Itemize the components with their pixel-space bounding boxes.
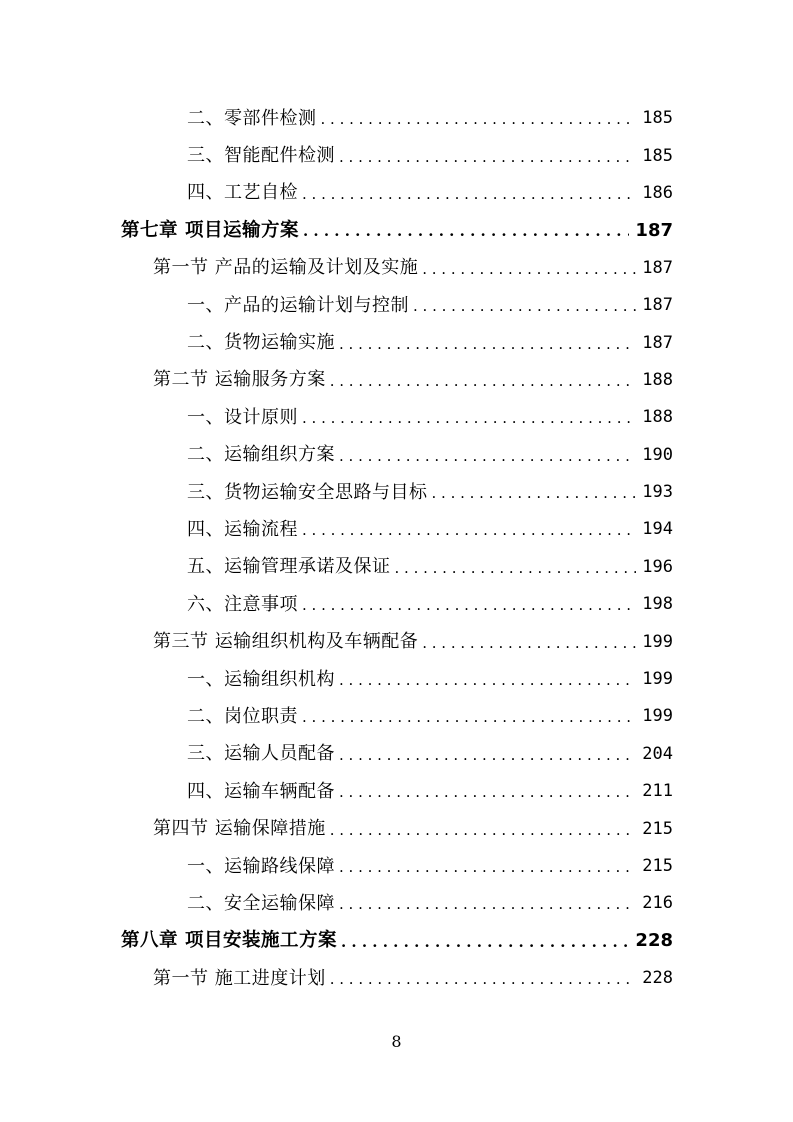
toc-dot-leader [339,785,636,800]
toc-dot-leader [302,598,636,613]
toc-subsection-entry [121,549,673,586]
toc-subsection-entry [121,698,673,735]
toc-dot-leader [432,486,637,501]
toc-entry-page: 186 [642,182,673,203]
toc-section-entry [121,623,673,660]
toc-entry-title: 二、岗位职责 [187,705,298,727]
toc-entry-title: 第七章 项目运输方案 [121,219,299,241]
toc-subsection-entry [121,399,673,436]
toc-entry-page: 187 [642,295,673,316]
toc-entry-title: 一、运输路线保障 [187,855,335,877]
page-number: 8 [391,1032,402,1051]
toc-dot-leader [413,299,636,314]
toc-section-entry [121,810,673,847]
toc-subsection-entry [121,100,673,137]
toc-section-entry [121,362,673,399]
toc-entry-page: 190 [642,444,673,465]
toc-entry-title: 四、工艺自检 [187,182,298,204]
toc-entry-page: 188 [642,407,673,428]
toc-dot-leader [330,374,637,389]
toc-subsection-entry [121,736,673,773]
toc-dot-leader [302,411,636,426]
toc-dot-leader [395,561,637,576]
toc-entry-page: 199 [642,669,673,690]
toc-chapter-entry [121,923,673,960]
toc-entry-page: 204 [642,743,673,764]
toc-subsection-entry [121,773,673,810]
toc-dot-leader [330,823,637,838]
toc-entry-page: 187 [635,219,673,241]
toc-dot-leader [302,187,636,202]
toc-entry-title: 第三节 运输组织机构及车辆配备 [153,631,419,653]
toc-entry-title: 第二节 运输服务方案 [153,369,326,391]
toc-dot-leader [339,748,636,763]
toc-entry-title: 二、货物运输实施 [187,332,335,354]
toc-entry-page: 187 [642,332,673,353]
toc-entry-page: 215 [642,856,673,876]
toc-entry-title: 四、运输流程 [187,518,298,540]
toc-subsection-entry [121,661,673,698]
toc-dot-leader [339,449,636,464]
toc-chapter-entry [121,212,673,249]
toc-subsection-entry [121,175,673,212]
toc-entry-title: 二、零部件检测 [187,107,317,129]
toc-entry-page: 193 [642,482,673,503]
toc-entry-title: 三、货物运输安全思路与目标 [187,481,428,503]
toc-entry-page: 185 [642,108,673,129]
toc-dot-leader [339,150,636,165]
toc-entry-page: 228 [635,930,673,952]
toc-subsection-entry [121,474,673,511]
toc-entry-page: 196 [642,556,673,577]
toc-subsection-entry [121,437,673,474]
toc-subsection-entry [121,324,673,361]
toc-entry-title: 一、运输组织机构 [187,668,335,690]
toc-dot-leader [303,224,629,239]
toc-entry-page: 199 [642,706,673,727]
toc-entry-title: 第一节 施工进度计划 [153,967,326,989]
toc-dot-leader [339,673,636,688]
toc-entry-title: 三、运输人员配备 [187,743,335,765]
toc-entry-title: 一、设计原则 [187,406,298,428]
toc-dot-leader [341,935,629,950]
toc-dot-leader [302,523,636,538]
toc-dot-leader [339,897,636,912]
toc-entry-page: 215 [642,818,673,839]
toc-entry-page: 194 [642,519,673,540]
toc-entry-title: 二、安全运输保障 [187,892,335,914]
toc-subsection-entry [121,137,673,174]
toc-dot-leader [302,710,636,725]
toc-subsection-entry [121,511,673,548]
toc-section-entry [121,250,673,287]
toc-entry-title: 二、运输组织方案 [187,444,335,466]
toc-dot-leader [422,262,636,277]
toc-entry-title: 五、运输管理承诺及保证 [187,556,391,578]
toc-entry-page: 211 [642,781,673,802]
toc-subsection-entry [121,848,673,885]
toc-entry-title: 三、智能配件检测 [187,145,335,167]
toc-subsection-entry [121,586,673,623]
table-of-contents [121,100,673,997]
toc-dot-leader [339,337,636,352]
toc-dot-leader [330,972,637,987]
toc-dot-leader [321,112,637,127]
toc-entry-title: 第四节 运输保障措施 [153,818,326,840]
toc-entry-page: 199 [642,631,673,652]
toc-dot-leader [339,860,636,875]
toc-entry-page: 228 [642,968,673,989]
toc-entry-page: 187 [642,257,673,278]
toc-subsection-entry [121,885,673,922]
toc-dot-leader [422,636,636,651]
toc-entry-page: 188 [642,369,673,390]
toc-entry-page: 185 [642,145,673,166]
toc-entry-title: 四、运输车辆配备 [187,780,335,802]
toc-subsection-entry [121,287,673,324]
toc-section-entry [121,960,673,997]
toc-entry-title: 第八章 项目安装施工方案 [121,930,337,952]
toc-entry-page: 198 [642,594,673,615]
toc-entry-title: 一、产品的运输计划与控制 [187,294,409,316]
toc-entry-title: 六、注意事项 [187,593,298,615]
toc-entry-page: 216 [642,893,673,914]
toc-entry-title: 第一节 产品的运输及计划及实施 [153,257,419,279]
